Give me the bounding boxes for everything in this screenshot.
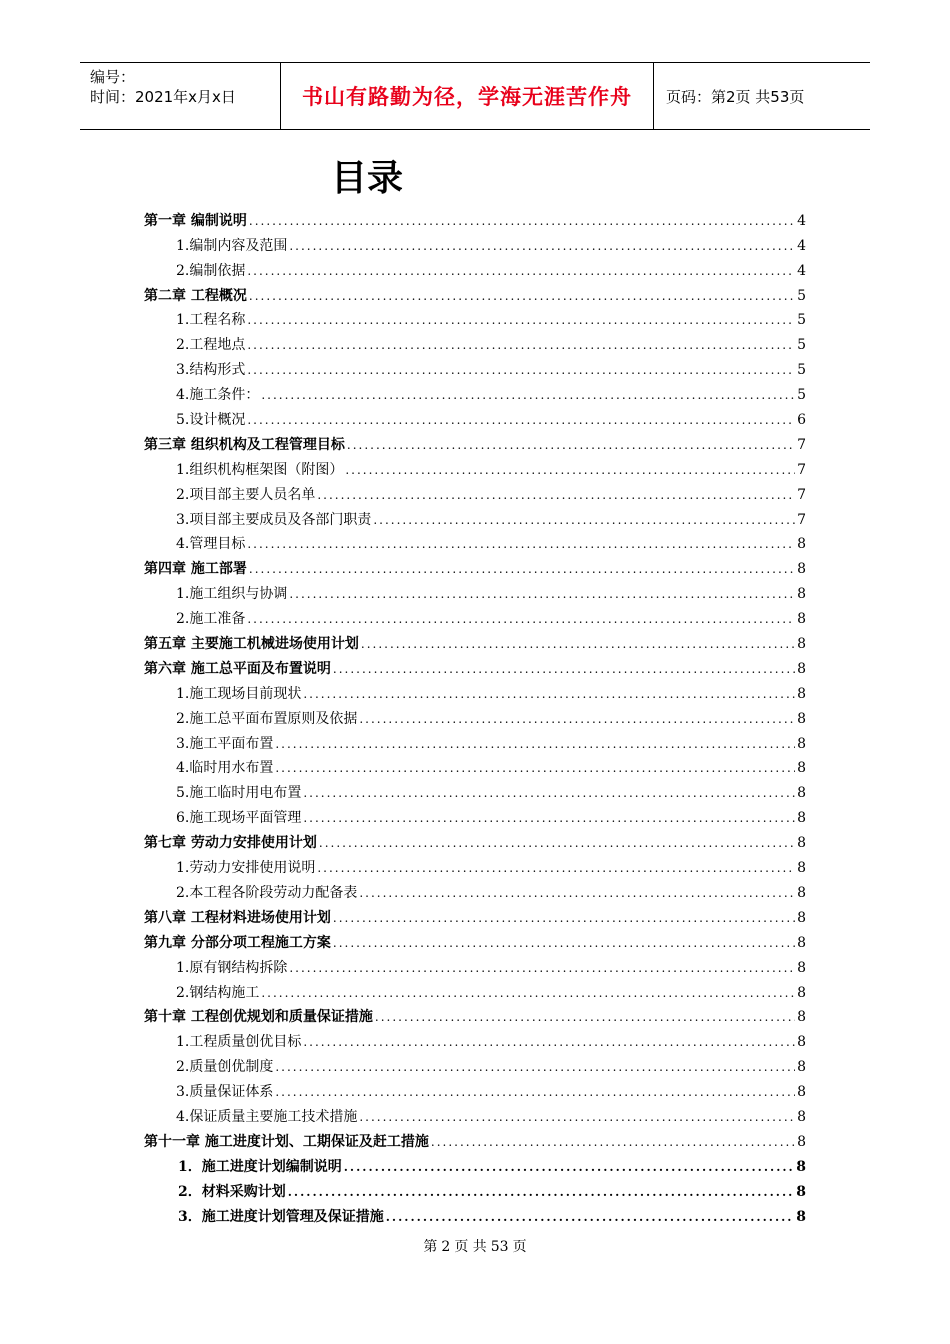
toc-entry-page: 5 — [797, 337, 806, 354]
toc-entry-title: 4.保证质量主要施工技术措施 — [176, 1108, 358, 1125]
toc-entry-title: 第三章 组织机构及工程管理目标 — [144, 436, 345, 453]
toc-entry[interactable] — [144, 1127, 806, 1152]
toc-entry-page: 8 — [797, 1034, 806, 1051]
toc-entry-title: 1.施工组织与协调 — [176, 586, 288, 603]
toc-dot-leader — [319, 834, 795, 852]
toc-dot-leader — [303, 685, 795, 703]
page-title: 目录 — [330, 158, 403, 199]
toc-entry-title: 4.管理目标 — [176, 536, 246, 553]
toc-entry-page: 8 — [797, 959, 806, 976]
toc-entry-page: 8 — [797, 860, 806, 877]
table-of-contents — [144, 206, 806, 1227]
toc-entry[interactable] — [144, 380, 806, 405]
toc-entry[interactable] — [144, 1177, 806, 1202]
toc-entry-title: 第五章 主要施工机械进场使用计划 — [144, 636, 359, 653]
toc-entry[interactable] — [144, 754, 806, 779]
toc-entry-title: 第四章 施工部署 — [144, 561, 247, 578]
toc-entry[interactable] — [144, 729, 806, 754]
toc-dot-leader — [275, 759, 795, 777]
toc-entry[interactable] — [144, 604, 806, 629]
toc-entry-title: 2.项目部主要人员名单 — [176, 486, 316, 503]
toc-entry-page: 8 — [797, 685, 806, 702]
toc-entry-page: 7 — [797, 511, 806, 528]
toc-entry[interactable] — [144, 1027, 806, 1052]
toc-dot-leader — [303, 1033, 795, 1051]
toc-entry[interactable] — [144, 231, 806, 256]
toc-entry-title: 第六章 施工总平面及布置说明 — [144, 660, 331, 677]
document-time-label: 时间：2021年x月x日 — [90, 88, 236, 106]
toc-dot-leader — [375, 1008, 795, 1026]
toc-entry-page: 6 — [797, 412, 806, 429]
toc-dot-leader — [247, 610, 795, 628]
toc-entry[interactable] — [144, 878, 806, 903]
toc-dot-leader — [289, 585, 795, 603]
toc-entry[interactable] — [144, 953, 806, 978]
toc-entry[interactable] — [144, 206, 806, 231]
toc-entry-page: 8 — [797, 810, 806, 827]
toc-dot-leader — [247, 411, 795, 429]
toc-entry-page: 5 — [797, 312, 806, 329]
toc-dot-leader — [247, 535, 795, 553]
toc-dot-leader — [275, 1083, 795, 1101]
toc-entry-title: 3.施工平面布置 — [176, 735, 274, 752]
toc-entry-page: 8 — [797, 760, 806, 777]
toc-entry-title: 5.设计概况 — [176, 412, 246, 429]
toc-entry[interactable] — [144, 704, 806, 729]
page-header — [80, 62, 870, 130]
toc-entry[interactable] — [144, 281, 806, 306]
toc-dot-leader — [261, 984, 795, 1002]
toc-entry-page: 8 — [797, 611, 806, 628]
toc-entry-page: 7 — [797, 461, 806, 478]
page-footer — [0, 1236, 950, 1256]
toc-entry-page: 7 — [797, 486, 806, 503]
toc-dot-leader — [317, 486, 795, 504]
toc-entry-title: 1.原有钢结构拆除 — [176, 959, 288, 976]
toc-entry-page: 5 — [797, 362, 806, 379]
toc-entry[interactable] — [144, 1202, 806, 1227]
toc-entry-title: 1.工程质量创优目标 — [176, 1034, 302, 1051]
toc-entry[interactable] — [144, 778, 806, 803]
footer-current-page: 2 — [441, 1239, 451, 1255]
toc-dot-leader — [249, 560, 795, 578]
toc-entry-page: 8 — [797, 1009, 806, 1026]
toc-entry-page: 4 — [797, 262, 806, 279]
toc-entry-title: 1.组织机构框架图（附图） — [176, 461, 344, 478]
toc-entry-title: 2.施工准备 — [176, 611, 246, 628]
toc-entry-page: 8 — [796, 1183, 806, 1200]
toc-entry-page: 8 — [797, 1108, 806, 1125]
toc-dot-leader — [249, 287, 795, 305]
toc-dot-leader — [249, 212, 795, 230]
footer-total-pages: 53 — [490, 1239, 509, 1255]
toc-entry-title: 1.编制内容及范围 — [176, 237, 288, 254]
footer-prefix: 第 — [423, 1239, 438, 1255]
toc-entry-title: 3.结构形式 — [176, 362, 246, 379]
toc-entry-title: 3.质量保证体系 — [176, 1084, 274, 1101]
toc-entry-page: 8 — [797, 561, 806, 578]
toc-entry[interactable] — [144, 554, 806, 579]
toc-dot-leader — [344, 1158, 795, 1176]
toc-entry-page: 4 — [797, 212, 806, 229]
toc-entry-page: 5 — [797, 387, 806, 404]
toc-entry[interactable] — [144, 330, 806, 355]
toc-dot-leader — [347, 436, 795, 454]
toc-dot-leader — [247, 336, 795, 354]
toc-dot-leader — [275, 1058, 795, 1076]
toc-entry[interactable] — [144, 505, 806, 530]
toc-entry-title: 4.施工条件： — [176, 387, 260, 404]
toc-entry-page: 8 — [797, 984, 806, 1001]
header-motto: 书山有路勤为径，学海无涯苦作舟 — [281, 63, 654, 129]
toc-dot-leader — [333, 934, 795, 952]
toc-entry-page: 8 — [797, 909, 806, 926]
toc-entry-title: 2.本工程各阶段劳动力配备表 — [176, 884, 358, 901]
toc-entry-title: 6.施工现场平面管理 — [176, 810, 302, 827]
toc-dot-leader — [359, 1108, 795, 1126]
toc-dot-leader — [359, 884, 795, 902]
toc-dot-leader — [288, 1183, 795, 1201]
toc-entry-title: 2.钢结构施工 — [176, 984, 260, 1001]
toc-dot-leader — [261, 386, 795, 404]
toc-entry-title: 2.施工总平面布置原则及依据 — [176, 710, 358, 727]
toc-entry-page: 4 — [797, 237, 806, 254]
toc-entry-title: 第二章 工程概况 — [144, 287, 247, 304]
toc-entry-title: 第七章 劳动力安排使用计划 — [144, 835, 317, 852]
toc-entry-title: 1.工程名称 — [176, 312, 246, 329]
toc-entry-title: 2.质量创优制度 — [176, 1059, 274, 1076]
toc-dot-leader — [373, 511, 795, 529]
toc-entry[interactable] — [144, 306, 806, 331]
toc-entry[interactable] — [144, 679, 806, 704]
toc-entry-page: 8 — [796, 1158, 806, 1175]
header-meta — [80, 63, 281, 129]
toc-dot-leader — [333, 909, 795, 927]
toc-entry[interactable] — [144, 853, 806, 878]
toc-entry-title: 第九章 分部分项工程施工方案 — [144, 934, 331, 951]
toc-entry-title: 1.施工现场目前现状 — [176, 685, 302, 702]
toc-entry[interactable] — [144, 480, 806, 505]
toc-dot-leader — [247, 311, 795, 329]
toc-dot-leader — [247, 361, 795, 379]
toc-entry-page: 8 — [797, 710, 806, 727]
toc-entry-page: 8 — [796, 1208, 806, 1225]
toc-entry[interactable] — [144, 430, 806, 455]
toc-entry-page: 8 — [797, 1084, 806, 1101]
toc-dot-leader — [345, 461, 795, 479]
toc-entry-title: 2.工程地点 — [176, 337, 246, 354]
toc-entry-page: 8 — [797, 1059, 806, 1076]
toc-entry[interactable] — [144, 629, 806, 654]
toc-entry-title: 4.临时用水布置 — [176, 760, 274, 777]
toc-entry-page: 8 — [797, 735, 806, 752]
toc-entry-title: 3．施工进度计划管理及保证措施 — [178, 1208, 384, 1225]
toc-dot-leader — [431, 1133, 795, 1151]
toc-dot-leader — [275, 735, 795, 753]
toc-entry[interactable] — [144, 579, 806, 604]
toc-dot-leader — [303, 809, 795, 827]
toc-entry[interactable] — [144, 530, 806, 555]
toc-entry[interactable] — [144, 978, 806, 1003]
toc-entry-page: 8 — [797, 636, 806, 653]
toc-dot-leader — [386, 1208, 795, 1226]
toc-entry-title: 2．材料采购计划 — [178, 1183, 286, 1200]
toc-entry[interactable] — [144, 405, 806, 430]
toc-entry-title: 1.劳动力安排使用说明 — [176, 860, 316, 877]
toc-entry-page: 7 — [797, 436, 806, 453]
toc-dot-leader — [289, 237, 795, 255]
toc-entry[interactable] — [144, 455, 806, 480]
toc-entry[interactable] — [144, 256, 806, 281]
toc-entry[interactable] — [144, 355, 806, 380]
toc-entry-page: 8 — [797, 785, 806, 802]
toc-entry-page: 8 — [797, 660, 806, 677]
toc-entry[interactable] — [144, 928, 806, 953]
toc-dot-leader — [303, 784, 795, 802]
toc-entry[interactable] — [144, 828, 806, 853]
toc-entry[interactable] — [144, 1077, 806, 1102]
toc-entry[interactable] — [144, 903, 806, 928]
document-number-label: 编号： — [90, 68, 136, 86]
toc-entry-title: 第八章 工程材料进场使用计划 — [144, 909, 331, 926]
toc-entry-title: 第一章 编制说明 — [144, 212, 247, 229]
footer-middle: 页 共 — [454, 1239, 487, 1255]
toc-dot-leader — [359, 710, 795, 728]
toc-dot-leader — [317, 859, 795, 877]
toc-entry-title: 3.项目部主要成员及各部门职责 — [176, 511, 372, 528]
toc-entry-page: 8 — [797, 934, 806, 951]
toc-entry-title: 1．施工进度计划编制说明 — [178, 1158, 342, 1175]
toc-dot-leader — [361, 635, 795, 653]
header-page-info: 页码：第2页 共53页 — [666, 87, 805, 106]
toc-entry-title: 第十章 工程创优规划和质量保证措施 — [144, 1009, 373, 1026]
toc-entry[interactable] — [144, 803, 806, 828]
toc-entry-page: 8 — [797, 536, 806, 553]
toc-dot-leader — [333, 660, 795, 678]
toc-entry-page: 5 — [797, 287, 806, 304]
toc-entry[interactable] — [144, 1152, 806, 1177]
toc-entry[interactable] — [144, 654, 806, 679]
toc-entry-title: 5.施工临时用电布置 — [176, 785, 302, 802]
toc-entry-title: 2.编制依据 — [176, 262, 246, 279]
toc-entry[interactable] — [144, 1102, 806, 1127]
footer-suffix: 页 — [512, 1239, 527, 1255]
toc-entry[interactable] — [144, 1052, 806, 1077]
toc-entry-title: 第十一章 施工进度计划、工期保证及赶工措施 — [144, 1133, 429, 1150]
toc-entry-page: 8 — [797, 586, 806, 603]
toc-entry-page: 8 — [797, 1133, 806, 1150]
toc-entry-page: 8 — [797, 884, 806, 901]
toc-entry-page: 8 — [797, 835, 806, 852]
toc-dot-leader — [247, 262, 795, 280]
toc-dot-leader — [289, 959, 795, 977]
toc-entry[interactable] — [144, 1003, 806, 1028]
